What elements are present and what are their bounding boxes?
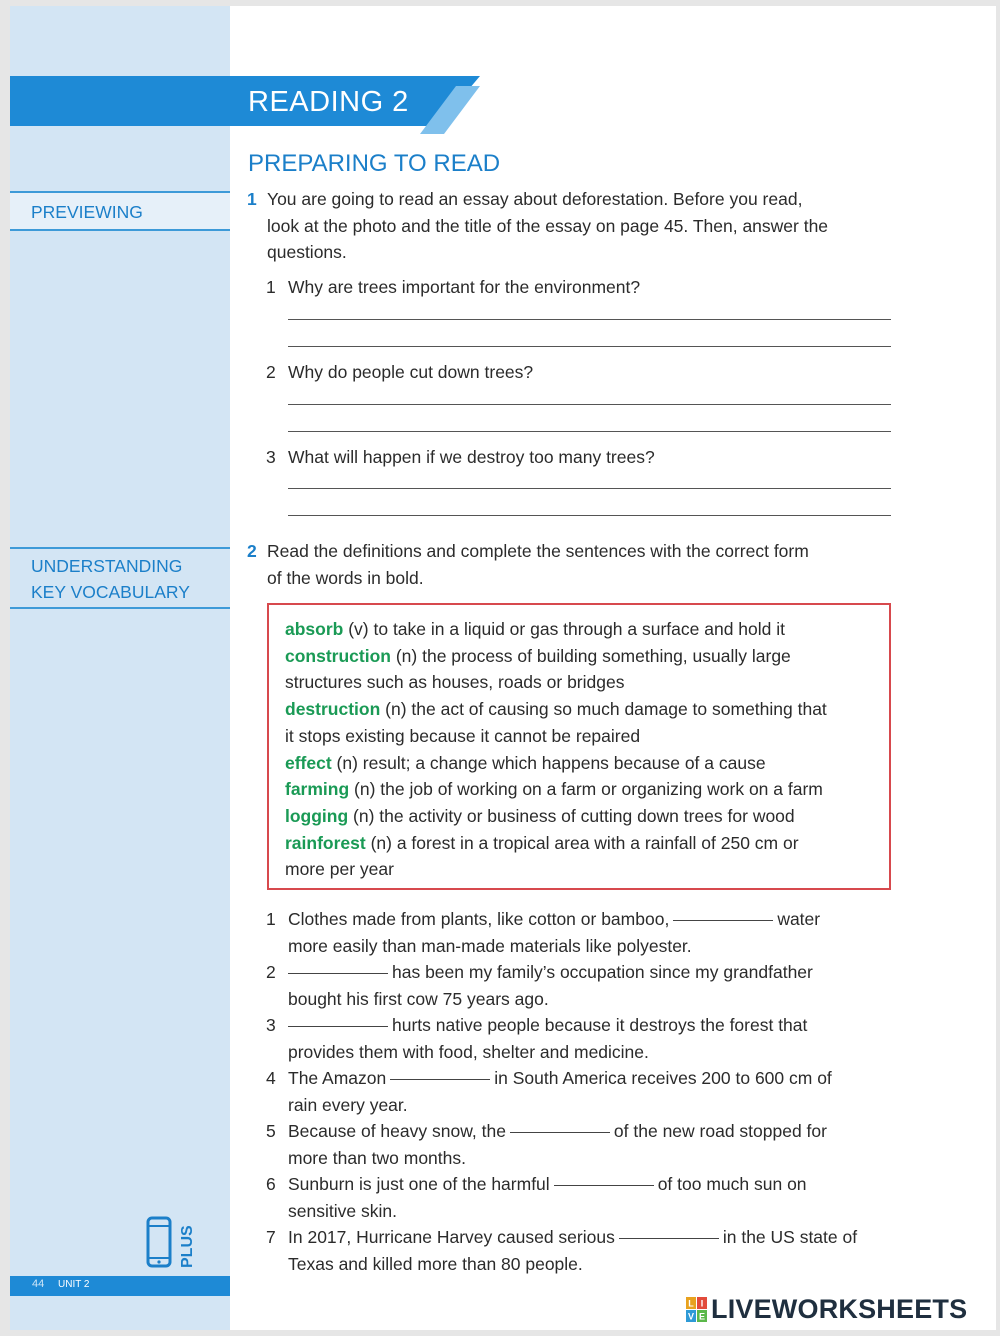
answer-line[interactable] <box>288 404 891 405</box>
section-heading: PREPARING TO READ <box>248 150 501 177</box>
sentence-number: 3 <box>266 1015 276 1035</box>
sentence-text: Clothes made from plants, like cotton or bamboo, <box>288 909 670 929</box>
exercise-2-instructions <box>267 538 907 591</box>
definition-text: (n) the activity or business of cutting down trees for wood <box>348 805 795 826</box>
sentence-number: 7 <box>266 1227 276 1247</box>
sentence-text: Because of heavy snow, the <box>288 1121 506 1141</box>
sentence-number: 1 <box>266 909 276 929</box>
sentence-text: In 2017, Hurricane Harvey caused serious <box>288 1227 615 1247</box>
banner-title: READING 2 <box>248 86 409 118</box>
unit-label: UNIT 2 <box>58 1279 90 1290</box>
sentence-text: Texas and killed more than 80 people. <box>288 1253 583 1274</box>
sentence-text: has been my family’s occupation since my grandfather <box>392 962 813 982</box>
question-number: 2 <box>266 362 276 382</box>
definition-text: (n) the job of working on a farm or organizing work on a farm <box>349 779 823 800</box>
sidebar-label-vocabulary <box>10 547 230 609</box>
term: absorb <box>285 619 344 639</box>
definition-construction <box>285 643 881 670</box>
answer-line[interactable] <box>288 488 891 489</box>
sentence-body <box>288 959 892 1012</box>
instruction-line: Read the definitions and complete the sentences with the correct form <box>267 541 809 561</box>
definition-continuation: it stops existing because it cannot be repaired <box>285 725 641 746</box>
sentence-text: water <box>777 909 821 929</box>
liveworksheets-icon <box>686 1297 708 1323</box>
term: construction <box>285 645 391 666</box>
svg-text:V: V <box>687 1311 695 1321</box>
sentence-number: 6 <box>266 1174 276 1194</box>
instruction-line: You are going to read an essay about deforestation. Before you read, <box>267 189 803 209</box>
textbook-page <box>10 6 996 1330</box>
sentence-text: in South America receives 200 to 600 cm of <box>494 1068 832 1088</box>
sentence-number: 5 <box>266 1121 276 1141</box>
sentence-text: more than two months. <box>288 1147 466 1168</box>
footer-bar <box>10 1276 230 1296</box>
definition-text: (v) to take in a liquid or gas through a surface and hold it <box>343 619 786 639</box>
brand-name: LIVEWORKSHEETS <box>711 1294 968 1324</box>
sidebar-label-previewing: PREVIEWING <box>10 191 230 231</box>
exercise-1-number: 1 <box>247 189 257 209</box>
exercise-2-number: 2 <box>247 541 257 561</box>
term: rainforest <box>285 832 366 853</box>
definition-destruction <box>285 696 881 723</box>
sentence-text: sensitive skin. <box>288 1200 397 1221</box>
definition-text: (n) a forest in a tropical area with a rainfall of 250 cm or <box>365 832 799 853</box>
sentence-text: of too much sun on <box>657 1174 807 1194</box>
question-number: 3 <box>266 447 276 467</box>
vocab-label-line-2: KEY VOCABULARY <box>31 582 190 602</box>
sentence-body <box>288 1118 892 1171</box>
reading-banner <box>10 76 480 126</box>
question-text: Why are trees important for the environment? <box>288 277 641 297</box>
definition-effect <box>285 750 881 777</box>
definition-logging <box>285 803 881 830</box>
sentence-body <box>288 1224 892 1277</box>
sentence-body <box>288 1171 892 1224</box>
answer-blank[interactable] <box>510 1132 610 1133</box>
term: logging <box>285 805 349 826</box>
svg-text:I: I <box>700 1298 704 1308</box>
sentence-number: 2 <box>266 962 276 982</box>
term: effect <box>285 752 332 773</box>
instruction-line: of the words in bold. <box>267 567 424 588</box>
definition-continuation: more per year <box>285 859 394 880</box>
svg-text:L: L <box>688 1298 694 1308</box>
plus-label: PLUS <box>179 1225 196 1268</box>
definition-rainforest <box>285 830 881 857</box>
answer-line[interactable] <box>288 346 891 347</box>
sentence-text: hurts native people because it destroys the forest that <box>392 1015 808 1035</box>
svg-text:E: E <box>698 1311 706 1321</box>
definition-text: (n) result; a change which happens because of a cause <box>331 752 766 773</box>
answer-blank[interactable] <box>673 920 773 921</box>
sentence-text: of the new road stopped for <box>613 1121 827 1141</box>
term: farming <box>285 779 350 800</box>
answer-line[interactable] <box>288 431 891 432</box>
sentence-body <box>288 1065 892 1118</box>
liveworksheets-logo <box>686 1294 967 1325</box>
mobile-plus-icon <box>146 1216 198 1272</box>
answer-blank[interactable] <box>554 1185 654 1186</box>
sentence-text: rain every year. <box>288 1094 408 1115</box>
term: destruction <box>285 699 381 720</box>
definition-continuation: structures such as houses, roads or bridges <box>285 672 625 693</box>
sentence-text: bought his first cow 75 years ago. <box>288 988 549 1009</box>
answer-blank[interactable] <box>390 1079 490 1080</box>
question-number: 1 <box>266 277 276 297</box>
definition-farming <box>285 776 881 803</box>
answer-blank[interactable] <box>288 973 388 974</box>
question-text: Why do people cut down trees? <box>288 362 534 382</box>
sentence-body <box>288 1012 892 1065</box>
answer-line[interactable] <box>288 515 891 516</box>
sentence-text: more easily than man-made materials like polyester. <box>288 935 692 956</box>
instruction-line: questions. <box>267 242 347 263</box>
sentence-number: 4 <box>266 1068 276 1088</box>
answer-line[interactable] <box>288 319 891 320</box>
page-number: 44 <box>32 1278 45 1290</box>
question-text: What will happen if we destroy too many trees? <box>288 447 655 467</box>
sentence-text: Sunburn is just one of the harmful <box>288 1174 550 1194</box>
definition-text: (n) the process of building something, usually large <box>390 645 791 666</box>
sentence-text: provides them with food, shelter and medicine. <box>288 1041 649 1062</box>
sentence-body <box>288 906 892 959</box>
exercise-1-instructions <box>267 186 907 266</box>
answer-blank[interactable] <box>619 1238 719 1239</box>
definition-absorb <box>285 616 881 643</box>
instruction-line: look at the photo and the title of the essay on page 45. Then, answer the <box>267 215 829 236</box>
sentence-text: The Amazon <box>288 1068 387 1088</box>
answer-blank[interactable] <box>288 1026 388 1027</box>
vocab-label-line-1: UNDERSTANDING <box>31 556 183 576</box>
definition-text: (n) the act of causing so much damage to something that <box>380 699 827 720</box>
sentence-text: in the US state of <box>722 1227 858 1247</box>
definition-box <box>267 603 891 890</box>
